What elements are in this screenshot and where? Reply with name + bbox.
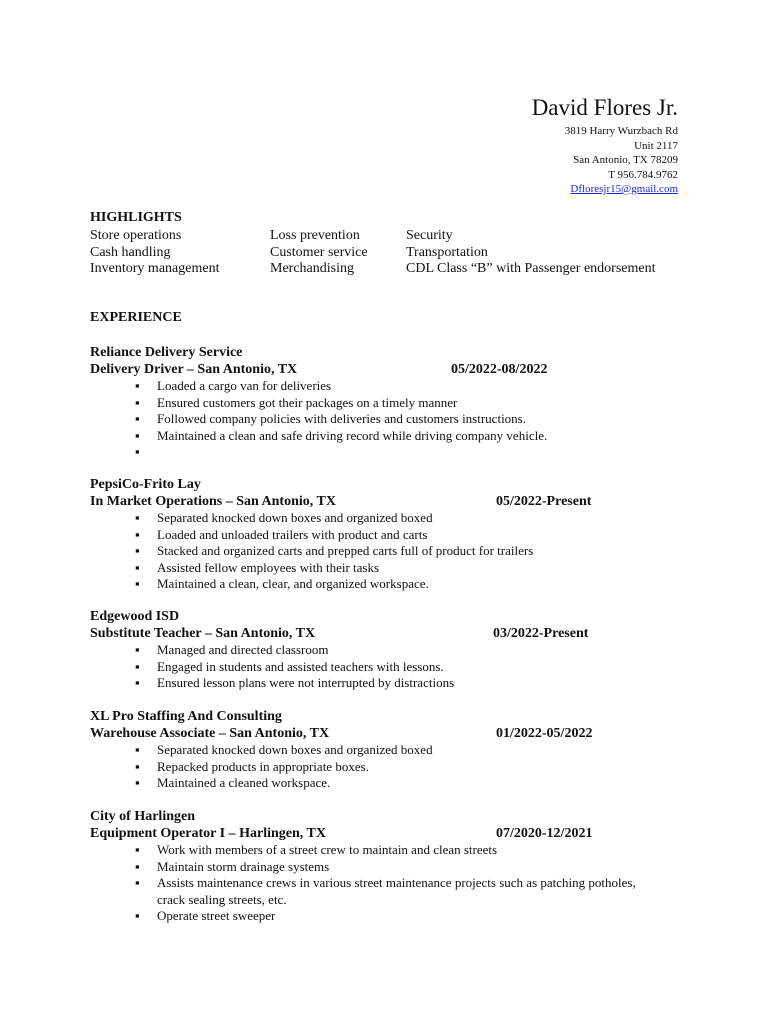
list-item: ▪ Loaded a cargo van for deliveries <box>135 378 332 393</box>
list-item: ▪ Stacked and organized carts and prepped carts full of product for trailers <box>135 543 534 559</box>
bullet-icon: ▪ <box>135 576 140 592</box>
list-item: ▪ Ensured lesson plans were not interrupted by distractions <box>135 675 455 691</box>
address-line-2: Unit 2117 <box>634 139 678 152</box>
bullet-icon: ▪ <box>135 658 140 674</box>
highlight-item: Transportation <box>406 244 488 260</box>
list-item: ▪ Assisted fellow employees with their tasks <box>135 559 380 575</box>
job-entry <box>90 709 690 792</box>
job-entry <box>90 477 690 593</box>
list-item: ▪ Work with members of a street crew to maintain and clean streets <box>135 842 498 857</box>
list-item: ▪ Operate street sweeper <box>135 908 276 924</box>
highlight-item: Store operations <box>90 228 182 243</box>
list-item: ▪ Separated knocked down boxes and organized boxed <box>135 742 433 757</box>
phone-number: T 956.784.9762 <box>608 168 678 181</box>
bullet-icon: ▪ <box>135 411 140 427</box>
city-state-zip: San Antonio, TX 78209 <box>573 154 678 166</box>
list-item: ▪ Maintained a clean, clear, and organized workspace. <box>135 576 429 592</box>
candidate-name: David Flores Jr. <box>531 95 678 120</box>
bullet-icon: ▪ <box>135 875 140 891</box>
job-duties-list <box>90 842 690 925</box>
highlight-item: Customer service <box>270 244 368 260</box>
highlight-item: Inventory management <box>90 261 220 277</box>
list-item: ▪ Managed and directed classroom <box>135 642 329 657</box>
highlight-item: CDL Class “B” with Passenger endorsement <box>406 261 656 277</box>
bullet-icon: ▪ <box>135 427 140 443</box>
bullet-icon: ▪ <box>135 842 140 857</box>
address-line-1: 3819 Harry Wurzbach Rd <box>564 125 678 137</box>
bullet-icon: ▪ <box>135 394 140 410</box>
bullet-icon: ▪ <box>135 758 140 774</box>
job-title: Delivery Driver – San Antonio, TX <box>90 361 298 377</box>
job-duties-list <box>90 642 690 692</box>
job-dates: 01/2022-05/2022 <box>496 725 593 741</box>
list-item: ▪ Ensured customers got their packages on a timely manner <box>135 394 458 410</box>
bullet-icon: ▪ <box>135 858 140 874</box>
job-entry <box>90 345 690 461</box>
job-title: Equipment Operator I – Harlingen, TX <box>90 825 326 841</box>
list-item: ▪ Followed company policies with deliveries and customers instructions. <box>135 411 526 427</box>
job-entry <box>90 609 690 692</box>
company-name: Reliance Delivery Service <box>90 345 243 360</box>
list-item-continuation: crack sealing streets, etc. <box>157 891 287 907</box>
job-entry <box>90 809 690 925</box>
bullet-icon: ▪ <box>135 543 140 559</box>
bullet-icon: ▪ <box>135 742 140 757</box>
highlight-item: Security <box>406 228 453 243</box>
list-item: ▪ Engaged in students and assisted teachers with lessons. <box>135 658 444 674</box>
bullet-icon: ▪ <box>135 908 140 924</box>
list-item: ▪ Maintained a cleaned workspace. <box>135 775 331 791</box>
highlights-heading: HIGHLIGHTS <box>90 210 182 225</box>
experience-heading: EXPERIENCE <box>90 310 182 325</box>
job-dates: 03/2022-Present <box>493 625 589 641</box>
job-title: Substitute Teacher – San Antonio, TX <box>90 625 316 641</box>
job-title: In Market Operations – San Antonio, TX <box>90 493 336 509</box>
highlight-item: Merchandising <box>270 261 354 277</box>
contact-block <box>532 94 678 197</box>
list-item: ▪ Maintain storm drainage systems <box>135 858 330 874</box>
job-title-row <box>90 826 690 843</box>
bullet-icon: ▪ <box>135 378 140 393</box>
highlights-row <box>90 228 706 245</box>
highlight-item: Cash handling <box>90 244 171 260</box>
highlights-table <box>90 228 706 278</box>
job-title-row <box>90 626 690 643</box>
list-item <box>90 444 690 461</box>
job-duties-list <box>90 510 690 593</box>
highlights-row <box>90 261 706 278</box>
bullet-icon: ▪ <box>135 526 140 542</box>
company-name: XL Pro Staffing And Consulting <box>90 709 282 724</box>
job-duties-list <box>90 378 690 461</box>
list-item: ▪ Repacked products in appropriate boxes. <box>135 758 369 774</box>
job-dates: 05/2022-Present <box>496 493 592 509</box>
job-dates: 05/2022-08/2022 <box>451 361 548 377</box>
job-title-row <box>90 362 690 379</box>
list-item: ▪ Maintained a clean and safe driving record while driving company vehicle. <box>135 427 548 443</box>
bullet-icon: ▪ <box>135 675 140 691</box>
bullet-icon: ▪ <box>135 775 140 791</box>
list-item: ▪ Loaded and unloaded trailers with product and carts <box>135 526 428 542</box>
bullet-icon: ▪ <box>135 444 140 460</box>
bullet-icon: ▪ <box>135 559 140 575</box>
job-title-row <box>90 726 690 743</box>
job-dates: 07/2020-12/2021 <box>496 825 593 841</box>
job-duties-list <box>90 742 690 792</box>
list-item: ▪ Assists maintenance crews in various street maintenance projects such as patching potholes, crack sealing streets, etc. <box>90 875 690 908</box>
highlights-row <box>90 245 706 262</box>
company-name: PepsiCo-Frito Lay <box>90 477 201 492</box>
list-item: ▪ Separated knocked down boxes and organized boxed <box>135 510 433 525</box>
job-title: Warehouse Associate – San Antonio, TX <box>90 725 330 741</box>
company-name: Edgewood ISD <box>90 609 180 624</box>
company-name: City of Harlingen <box>90 809 195 824</box>
email-link[interactable]: Dfloresjr15@gmail.com <box>570 183 678 195</box>
bullet-icon: ▪ <box>135 510 140 525</box>
job-title-row <box>90 494 690 511</box>
highlight-item: Loss prevention <box>270 228 360 243</box>
bullet-icon: ▪ <box>135 642 140 657</box>
